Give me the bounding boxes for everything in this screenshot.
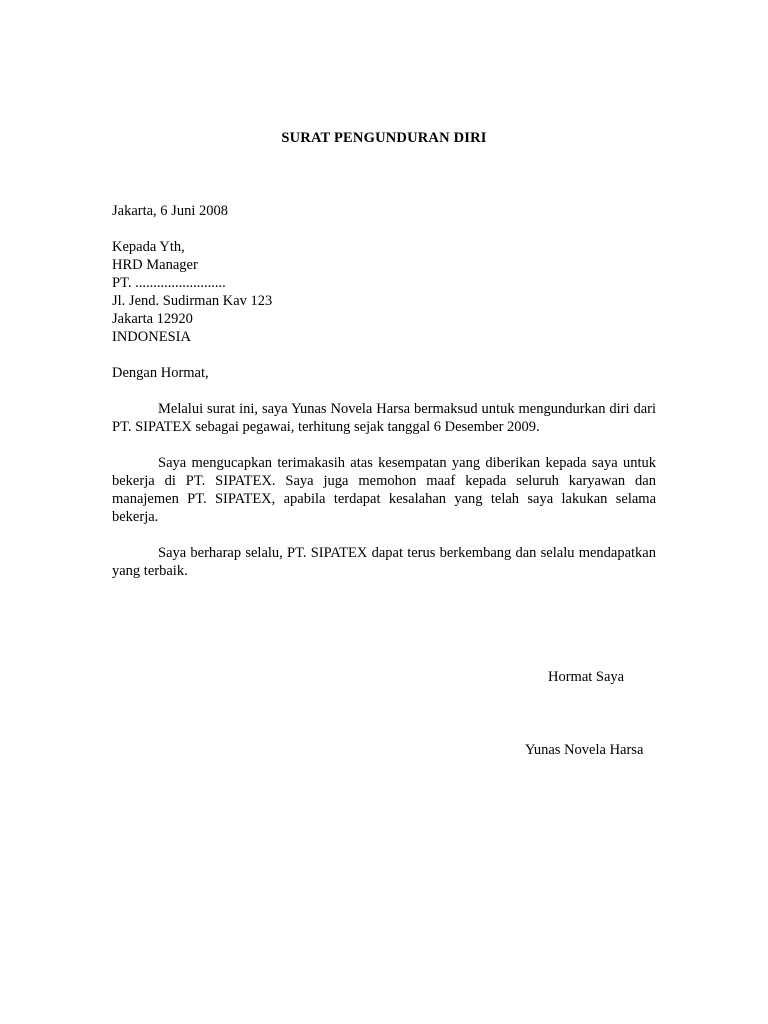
recipient-company: PT. ......................... [112, 275, 226, 291]
salutation: Dengan Hormat, [112, 365, 209, 381]
closing: Hormat Saya [548, 669, 625, 685]
recipient-greeting: Kepada Yth, [112, 239, 185, 255]
recipient-position: HRD Manager [112, 257, 198, 273]
body-paragraph-2: Saya mengucapkan terimakasih atas kesempatan yang diberikan kepada saya untuk bekerja di PT. SIPATEX. Saya juga memohon maaf kepada seluruh karyawan dan manajemen PT. SIPATEX, apabila terdapat kesalahan yang telah saya lakukan selama bekerja. [112, 455, 656, 525]
recipient-street: Jl. Jend. Sudirman Kav 123 [112, 293, 273, 309]
signer-name: Yunas Novela Harsa [525, 742, 644, 758]
recipient-country: INDONESIA [112, 329, 191, 345]
recipient-city: Jakarta 12920 [112, 311, 193, 327]
body-paragraph-1: Melalui surat ini, saya Yunas Novela Harsa bermaksud untuk mengundurkan diri dari PT. SIPATEX sebagai pegawai, terhitung sejak tanggal 6 Desember 2009. [112, 401, 656, 435]
letter-title: SURAT PENGUNDURAN DIRI [281, 130, 487, 146]
body-paragraph-3: Saya berharap selalu, PT. SIPATEX dapat terus berkembang dan selalu mendapatkan yang terbaik. [112, 545, 656, 579]
place-date: Jakarta, 6 Juni 2008 [112, 203, 228, 219]
